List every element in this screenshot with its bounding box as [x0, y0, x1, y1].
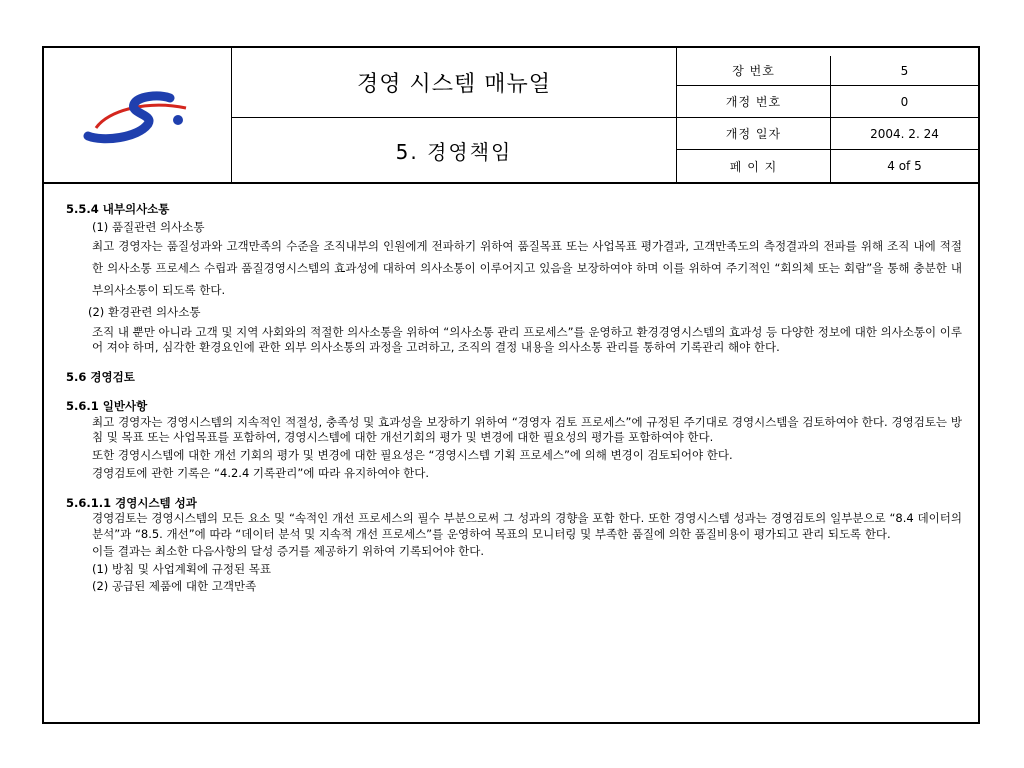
subheading-quality-communication: (1) 품질관련 의사소통 — [92, 219, 205, 234]
paragraph-general-1: 최고 경영자는 경영시스템의 지속적인 적절성, 충족성 및 효과성을 보장하기 위하여 “경영자 검토 프로세스”에 규정된 주기대로 경영시스템을 검토하여야 한다. 경영검토는 방침 및 목표 또는 사업목표를 포함하여, 경영시스템에 대한 개선기회의 평가 및 변경에 대한 필요성의 평가를 포함하여야 한다. — [92, 414, 962, 444]
meta-label-revision-date: 개정 일자 — [677, 118, 831, 150]
meta-value-chapter-no: 5 — [831, 56, 978, 86]
meta-value-page: 4 of 5 — [887, 159, 922, 173]
chapter-title: 5. 경영책임 — [232, 118, 677, 182]
heading-5-6: 5.6 경영검토 — [66, 369, 135, 384]
paragraph-performance-2: 이들 결과는 최소한 다음사항의 달성 증거를 제공하기 위하여 기록되어야 한다. — [92, 544, 485, 558]
logo-swoosh-icon — [78, 80, 198, 150]
paragraph-quality-communication: 최고 경영자는 품질성과와 고객만족의 수준을 조직내부의 인원에게 전파하기 위하여 품질목표 또는 사업목표 평가결과, 고객만족도의 측정결과의 전파를 위해 조직 내에 적절한 의사소통 프로세스 수립과 품질경영시스템의 효과성에 대하여 의사소통이 이루어지고 있음을 보장하여야 하며 이를 위하여 주기적인 “회의체 또는 회람”을 통해 충분한 내부의사소통이 되도록 한다. — [92, 239, 962, 297]
paragraph-performance-1: 경영검토는 경영시스템의 모든 요소 및 “속적인 개선 프로세스의 필수 부분으로써 그 성과의 경향을 포함 한다. 또한 경영시스템 성과는 경영검토의 일부분으로 “8.4 데이터의 분석”과 “8.5. 개선”에 따라 “데이터 분석 및 지속적 개선 프로세스”를 운영하여 목표의 모니터링 및 부족한 품질에 의한 품질비용이 평가되고 관리 되도록 한다. — [92, 511, 962, 541]
document-body — [66, 202, 962, 595]
company-logo — [44, 48, 232, 182]
paragraph-general-3: 경영검토에 관한 기록은 “4.2.4 기록관리”에 따라 유지하여야 한다. — [92, 466, 430, 480]
meta-value-revision-no: 0 — [831, 86, 978, 118]
meta-value-revision-date: 2004. 2. 24 — [831, 118, 978, 150]
paragraph-environment-communication: 조직 내 뿐만 아니라 고객 및 지역 사회와의 적절한 의사소통을 위하여 “의사소통 관리 프로세스”를 운영하고 환경경영시스템의 효과성 등 다양한 정보에 대한 의사소통이 이루어 져야 하며, 심각한 환경요인에 관한 외부 의사소통의 과정을 고려하고, 조직의 결정 내용을 의사소통 관리를 통하여 기록관리 해야 한다. — [92, 324, 962, 354]
list-item-objectives: (1) 방침 및 사업계획에 규정된 목표 — [92, 561, 271, 576]
subheading-environment-communication: (2) 환경관련 의사소통 — [88, 305, 201, 319]
meta-label-chapter-no: 장 번호 — [677, 56, 831, 86]
manual-title: 경영 시스템 매뉴얼 — [232, 48, 677, 118]
heading-5-5-4: 5.5.4 내부의사소통 — [66, 202, 170, 216]
paragraph-general-2: 또한 경영시스템에 대한 개선 기회의 평가 및 변경에 대한 필요성은 “경영시스템 기획 프로세스”에 의해 변경이 검토되어야 한다. — [92, 447, 733, 462]
heading-5-6-1: 5.6.1 일반사항 — [66, 399, 148, 413]
manual-page — [42, 46, 980, 724]
list-item-customer-satisfaction: (2) 공급된 제품에 대한 고객만족 — [92, 579, 257, 593]
meta-label-page: 페 이 지 — [677, 150, 831, 182]
heading-5-6-1-1: 5.6.1.1 경영시스템 성과 — [66, 495, 197, 510]
document-header — [44, 48, 978, 184]
meta-label-revision-no: 개정 번호 — [677, 86, 831, 118]
